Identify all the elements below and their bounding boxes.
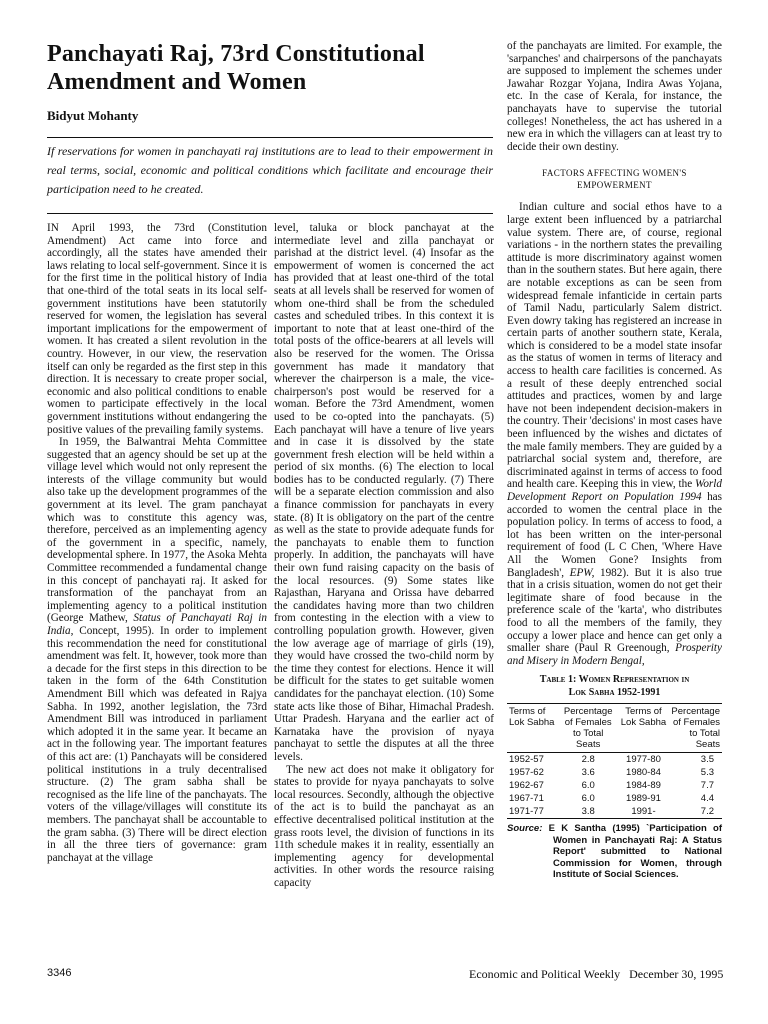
paragraph-text: Concept, 1995). In order to implement this recommendation the need for constitutional amendment was felt. It, however, took more than a decade for the first steps in this direction to be taken in the form of the 64th Constitution Amendment Bill which was defeated in Rajya Sabha. In 1992, another legislation, the 73rd Amendment Bill was introduced in parliament which adopted it in the same year. It became an act in the following year. The important features of this act are: (1) Panchayats will be considered political institutions in a truly decentralised structure. (2) The gram sabha shall be recognised as the life line of the panchayats. The voters of the village/villages will constitute its members. The panchayat shall be accountable to the gram sabha. (3) There will be direct election in all the three tiers of governance: gram panchayat at the village <box>47 625 268 864</box>
table-row <box>507 766 722 779</box>
table-caption <box>507 673 722 699</box>
citation: EPW, <box>569 566 595 579</box>
paragraph: IN April 1993, the 73rd (Constitution Amendment) Act came into force and accordingly, all the states have amended their laws relating to local self-government. Since it is for the first time in the political history of India that one-third of the total seats in its local self-government institutions have been statutorily reserved for women, the legislation has several important implications for the empowerment of women. It has created a silent revolution in the country. However, in our view, the reservation itself can only be regarded as the first step in this direction. It is necessary to create proper social, economic and also political conditions to enable women to participate effectively in the local government institutions without endangering the positive values of the prevailing family systems. <box>47 222 267 436</box>
table-cell-term: 1957-62 <box>509 767 544 779</box>
header-percentage: Percentage of Females to Total Seats <box>559 704 618 753</box>
header-percentage: Percentage of Females to Total Seats <box>669 704 722 753</box>
journal-footer: Economic and Political Weekly December 30, 1995 <box>469 967 724 981</box>
table-cell-percentage: 2.8 <box>581 754 595 766</box>
table-cell-percentage: 3.5 <box>700 754 714 766</box>
paragraph <box>47 436 267 864</box>
table-cell-percentage: 3.8 <box>559 805 618 819</box>
table-cell-percentage: 5.3 <box>700 767 714 779</box>
table-cell-term: 1989-91 <box>626 793 661 805</box>
table-cell-term: 1962-67 <box>509 780 544 792</box>
author-name: Bidyut Mohanty <box>47 108 139 123</box>
table-cell-percentage: 6.0 <box>581 793 595 805</box>
source-label: Source: <box>507 823 543 835</box>
table-cell-percentage: 4.4 <box>700 793 714 805</box>
source-text: E K Santha (1995) `Participation of Women in Panchayati Raj: A Status Report' submitted to National Commission for Women, through Institute of Social Sciences. <box>548 823 723 881</box>
table-cell-percentage: 7.2 <box>669 805 722 819</box>
table-caption-line: Lok Sabha 1952-1991 <box>568 687 661 699</box>
paragraph-text: In 1959, the Balwantrai Mehta Committee suggested that an agency should be set up at the village level which would not only represent the interests of the village community but would also take up the development programmes of the government at its level. The gram panchayat which was to constitute this agency was, therefore, perceived as an implementing agency of the government in a specific, namely, developmental sphere. In 1977, the Asoka Mehta Committee recommended a fundamental change in this concept of panchayati raj. It asked for transformation of the panchayat from an implementing agency to a political institution (George Mathew, <box>47 436 267 625</box>
table-row <box>507 792 722 805</box>
table-row <box>507 753 722 767</box>
paragraph: level, taluka or block panchayat at the intermediate level and zilla panchayat or parishad at the district level. (4) Insofar as the empowerment of women is concerned the act has provided that at least one-third of the total seats at all levels shall be reserved for women of whom one-third shall be from the scheduled castes and scheduled tribes. In this context it is important to note that at least one-third of the total posts of the office-bearers at all levels will also be reserved for the women. The Orissa government has made it mandatory that wherever the chairperson is a male, the vice-chairperson's post would be reserved for a woman. Before the 73rd Amendment, women used to be co-opted into the panchayats. (5) Each panchayat will have a tenure of live years and in case it is dissolved by the state government fresh election will be held within a period of six months. (6) The election to local bodies has to be conducted regularly. (7) There will be a separate election commission and also a finance commission for panchayats in every state. (8) It is obligatory on the part of the centre as well as the state to provide adequate funds for the panchayats to enable them to function properly. In addition, the panchayats will have their own fund raising capacity on the basis of the local resources. (9) Some states like Rajasthan, Haryana and Orissa have debarred the candidates having more than two children from contesting in the election with a view to controlling population growth. However, given the low average age of marriage of girls (19), they would have crossed the two-child norm by the time they contest for elections. Hence it will be difficult for the states to get suitable women candidates for the panchayat election. (10) Some state acts like those of Bihar, Himachal Pradesh. Uttar Pradesh. Haryana and the earlier act of Karnataka have the provision of nyaya panchayat to settle the disputes at all the three levels. <box>274 222 494 763</box>
standfirst: If reservations for women in panchayati raj institutions are to lead to their empowerment in real terms, social, economic and political conditions which facilitate and encourage their participation need to he created. <box>47 144 493 196</box>
paragraph <box>507 201 722 667</box>
citation: Prosperity and Misery in Modern Bengal, <box>507 642 722 667</box>
text-column-1 <box>47 222 267 864</box>
table-cell-percentage: 7.7 <box>700 780 714 792</box>
section-heading-line: FACTORS AFFECTING WOMEN'S <box>542 168 687 179</box>
section-heading <box>507 167 722 191</box>
table-cell-term: 1980-84 <box>626 767 661 779</box>
divider-bottom <box>47 213 493 214</box>
citation: World Development Report on Population 1994 <box>507 478 722 503</box>
table-row <box>507 805 722 819</box>
text-column-3 <box>507 40 722 881</box>
table-cell-term: 1984-89 <box>626 780 661 792</box>
paragraph: The new act does not make it obligatory for states to provide for nyaya panchayats to solve local resources. Secondly, although the objective of the act is to build the panchayat as an effective decentralised political institution at the grass roots level, the division of functions in its 11th schedule makes it in reality, essentially an implementing agency for developmental activities. In other words the resource raising capacity <box>274 763 494 889</box>
header-terms: Terms of Lok Sabha <box>618 704 670 753</box>
header-terms: Terms of Lok Sabha <box>507 704 559 753</box>
table-source <box>507 823 722 881</box>
paragraph-text: Indian culture and social ethos have to a large extent been influenced by a patriarchal value system. There are, of course, regional variations - in the northern states the prevailing attitude is more discriminatory against women than in the southern states. But here again, there are notable exceptions as can be seen from widespread female infanticide in certain parts of Tamil Nadu, particularly Salem district. Even dowry taking has registered an increase in certain parts of another southern state, Kerala, which is considered to be a model state insofar as the status of women in terms of literacy and access to health care facilities is concerned. As a result of these deeply entrenched social attitudes and practices, women by and large have not been independent decision-makers in the country. Their 'decisions' in most cases have been influenced by the wishes and dictates of the male family members. They are guided by a patriarchal social system and, therefore, are discriminated against in terms of access to food and health care. Keeping this in view, the <box>507 201 722 491</box>
text-column-2 <box>274 222 494 889</box>
section-heading-line: EMPOWERMENT <box>577 180 652 191</box>
table-cell-term: 1991- <box>618 805 670 819</box>
page-number: 3346 <box>47 967 72 979</box>
table-cell-percentage: 6.0 <box>581 780 595 792</box>
table-cell-percentage: 3.6 <box>581 767 595 779</box>
table-body <box>507 753 722 819</box>
table-cell-term: 1967-71 <box>509 793 544 805</box>
paragraph-text: 1982). But it is also true that in a crisis situation, women do not get their legitimate share of food because in the preference scale of the 'karta', who distributes food to all the members of the family, they occupy a lower place and hence can get only a smaller share (Paul R Greenough, <box>507 566 723 655</box>
table-caption-line: Table 1: Women Representation in <box>539 674 690 686</box>
table-cell-term: 1977-80 <box>626 754 661 766</box>
table-block <box>507 673 722 881</box>
table-cell-term: 1952-57 <box>509 754 544 766</box>
divider-top <box>47 137 493 138</box>
paragraph: of the panchayats are limited. For example, the 'sarpanches' and chairpersons of the panchayats are supposed to implement the schemes under Jawahar Rozgar Yojana, Indira Awas Yojana, etc. In the case of Kerala, for instance, the panchayats have to supervise the tutorial colleges! Nonetheless, the act has ushered in a new era in which the villagers can at least try to decide their own destiny. <box>507 40 722 153</box>
article-title: Panchayati Raj, 73rd Constitutional Amendment and Women <box>47 41 425 95</box>
table-cell-term: 1971-77 <box>507 805 559 819</box>
women-representation-table <box>507 703 722 819</box>
citation: Status of Panchayati Raj in India, <box>47 612 267 637</box>
table-row <box>507 779 722 792</box>
paragraph-text: has accorded to women the central place in the population policy. In terms of access to food, a lot has been written on the inter-personal requirement of food (L C Chen, 'Where Have All the Women Gone? Insights from Bangladesh', <box>507 491 722 579</box>
